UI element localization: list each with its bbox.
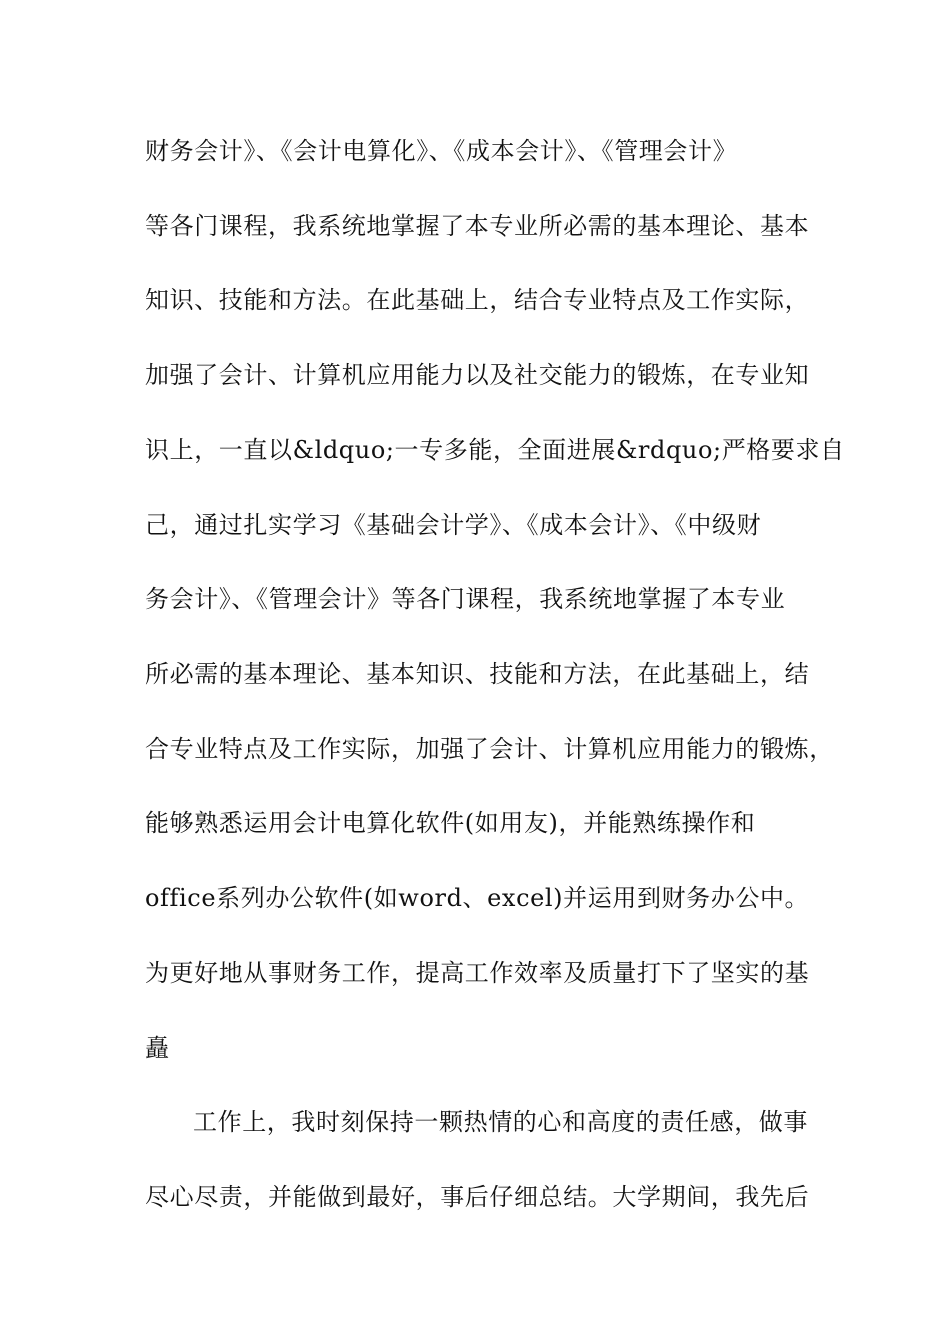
- text-line: 为更好地从事财务工作，提高工作效率及质量打下了坚实的基: [145, 959, 810, 987]
- text-line: 尽心尽责，并能做到最好，事后仔细总结。大学期间，我先后: [145, 1183, 810, 1211]
- text-line: 能够熟悉运用会计电算化软件(如用友)，并能熟练操作和: [145, 809, 756, 837]
- text-line: 加强了会计、计算机应用能力以及社交能力的锻炼，在专业知: [145, 361, 810, 389]
- text-line: office系列办公软件(如word、excel)并运用到财务办公中。: [145, 884, 810, 912]
- text-line: 矗: [145, 1034, 170, 1062]
- paragraph-first-line: 工作上，我时刻保持一颗热情的心和高度的责任感，做事: [193, 1108, 808, 1136]
- text-line: 务会计》、《管理会计》等各门课程，我系统地掌握了本专业: [145, 585, 786, 613]
- text-line: 等各门课程，我系统地掌握了本专业所必需的基本理论、基本: [145, 212, 810, 240]
- text-line: 知识、技能和方法。在此基础上，结合专业特点及工作实际，: [145, 286, 810, 314]
- text-line: 财务会计》、《会计电算化》、《成本会计》、《管理会计》: [145, 137, 738, 165]
- text-line: 己，通过扎实学习《基础会计学》、《成本会计》、《中级财: [145, 511, 762, 539]
- text-line: 所必需的基本理论、基本知识、技能和方法，在此基础上，结: [145, 660, 810, 688]
- text-line: 合专业特点及工作实际，加强了会计、计算机应用能力的锻炼，: [145, 735, 834, 763]
- text-line: 识上，一直以&ldquo;一专多能，全面进展&rdquo;严格要求自: [145, 436, 845, 464]
